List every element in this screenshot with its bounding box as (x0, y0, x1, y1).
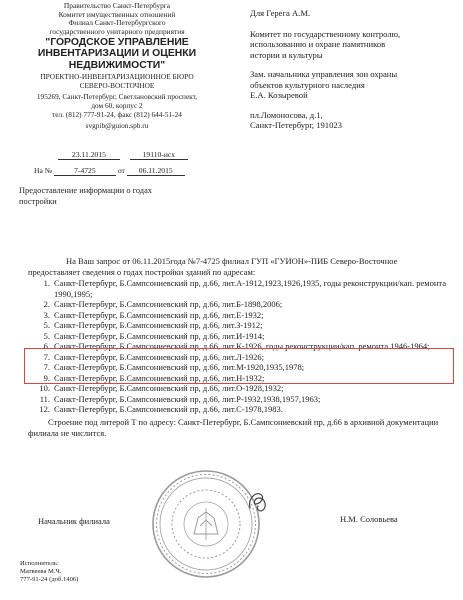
item-text: Санкт-Петербург, Б.Сампсониевский пр, д.66, лит.С-1978,1983. (54, 404, 283, 415)
bureau-name: СЕВЕРО-ВОСТОЧНОЕ (79, 80, 155, 90)
highlight-box (24, 348, 454, 384)
incoming-reference (34, 166, 185, 176)
outgoing-number: 19110-исх (130, 150, 188, 160)
recipient-line: объектов культурного наследия (250, 79, 365, 90)
item-text: Санкт-Петербург, Б.Сампсониевский пр, д.66, лит.М-1920,1935,1978; (54, 362, 305, 373)
body-intro: На Ваш запрос от 06.11.2015года №7-4725 филиал ГУП «ГУИОН»-ПИБ Северо-Восточное предоставляет сведения о годах постройки зданий по адресам: (28, 256, 398, 277)
item-text: Санкт-Петербург, Б.Сампсониевский пр, д.66, лит.О-1928,1932; (54, 383, 284, 394)
list-item (28, 383, 446, 394)
phone-line: тел. (812) 777-91-24, факс (812) 644-51-24 (52, 109, 182, 119)
executor-phone: 777-91-24 (доб.1406) (20, 575, 79, 583)
list-item (28, 310, 446, 321)
item-text: Санкт-Петербург, Б.Сампсониевский пр, д.66, лит.И-1914; (54, 330, 265, 341)
item-text: Санкт-Петербург, Б.Сампсониевский пр, д.66, лит.З-1912; (54, 320, 263, 331)
body-final-note: Строение под литерой Т по адресу: Санкт-Петербург, Б.Сампсониевский пр, д.66 в архивной документации филиала не числится. (28, 416, 439, 438)
subject-line: постройки (19, 196, 57, 206)
sender-letterhead (2, 2, 232, 131)
signer-name: Н.М. Соловьева (340, 514, 398, 524)
item-text: Санкт-Петербург, Б.Сампсониевский пр, д.66, лит.К-1926, годы реконструкции/кап. ремонта 1946-1964; (54, 341, 430, 352)
email-line: svgpib@guion.spb.ru (85, 121, 149, 131)
recipient-line: истории и культуры (250, 49, 323, 60)
item-number: 6. (43, 341, 50, 352)
recipient-line: Для Герега А.М. (250, 8, 311, 18)
list-item (28, 394, 446, 405)
recipient-secondary (250, 69, 460, 100)
list-item (28, 404, 446, 415)
item-text: Санкт-Петербург, Б.Сампсониевский пр, д.66, лит.Б-1898,2006; (54, 299, 283, 310)
outgoing-registration (58, 150, 188, 160)
org-line: Филиал Санкт-Петербургского (68, 18, 166, 28)
executor-label: Исполнитель: (20, 560, 59, 567)
outgoing-date: 23.11.2015 (58, 150, 120, 160)
ref-number: 7-4725 (54, 166, 116, 176)
official-stamp (150, 468, 262, 580)
item-number: 7. (43, 351, 50, 362)
item-text: Санкт-Петербург, Б.Сампсониевский пр, д.66, лит.Н-1932; (54, 372, 265, 383)
signer-position: Начальник филиала (38, 516, 110, 526)
item-text: Санкт-Петербург, Б.Сампсониевский пр, д.66, лит.А-1912,1923,1926,1935, годы реконструкции/кап. ремонта 1990,1995; (54, 278, 447, 299)
list-item (28, 299, 446, 310)
address-list (28, 278, 446, 415)
org-title: "ГОРОДСКОЕ УПРАВЛЕНИЕ (45, 36, 189, 48)
recipient-line: использованию и охране памятников (250, 39, 386, 50)
list-item (28, 331, 446, 342)
recipient-address (250, 110, 460, 131)
item-number: 2. (43, 299, 50, 310)
item-number: 7. (43, 362, 50, 373)
ref-date: 06.11.2015 (127, 166, 185, 176)
org-title: НЕДВИЖИМОСТИ" (68, 59, 166, 71)
recipient-block (250, 8, 460, 140)
item-text: Санкт-Петербург, Б.Сампсониевский пр, д.66, лит.Р-1932,1938,1957,1963; (54, 393, 321, 404)
address-line: дом 60, корпус 2 (91, 101, 143, 111)
item-number: 9. (43, 372, 50, 383)
org-line: Правительство Санкт-Петербурга (63, 1, 171, 10)
recipient-line: Е.А. Козыревой (250, 90, 308, 101)
list-item (28, 320, 446, 331)
recipient-line: Зам. начальника управления зон охраны (250, 69, 398, 80)
item-text: Санкт-Петербург, Б.Сампсониевский пр, д.66, лит.Л-1926; (54, 351, 265, 362)
recipient-line: Санкт-Петербург, 191023 (250, 120, 342, 131)
recipient-line: пл.Ломоносова, д.1, (250, 109, 323, 120)
ref-from-label: от (117, 166, 125, 175)
org-title: ИНВЕНТАРИЗАЦИИ И ОЦЕНКИ (37, 48, 197, 60)
item-number: 12. (39, 404, 50, 415)
address-line: 195269, Санкт-Петербург, Светлановский проспект, (36, 92, 198, 102)
item-number: 5. (43, 330, 50, 341)
org-line: государственного унитарного предприятия (49, 27, 185, 37)
bureau-name: ПРОЕКТНО-ИНВЕНТАРИЗАЦИОННОЕ БЮРО (40, 72, 194, 82)
item-number: 1. (43, 278, 50, 289)
list-item (28, 278, 446, 299)
recipient-line: Комитет по государственному контролю, (250, 28, 401, 39)
handwritten-signature (244, 488, 272, 516)
item-number: 5. (43, 320, 50, 331)
item-text: Санкт-Петербург, Б.Сампсониевский пр, д.66, лит.Е-1932; (54, 309, 264, 320)
recipient-primary (250, 8, 460, 60)
subject-line: Предоставление информации о годах (19, 186, 152, 195)
executor-name: Матвеева М.Ч. (20, 567, 62, 575)
org-line: Комитет имущественных отношений (58, 9, 176, 19)
item-number: 11. (39, 393, 50, 404)
letter-subject (19, 186, 209, 208)
item-number: 10. (39, 383, 50, 394)
item-number: 3. (43, 309, 50, 320)
executor-block (20, 560, 78, 584)
ref-no-label: На № (34, 166, 52, 175)
